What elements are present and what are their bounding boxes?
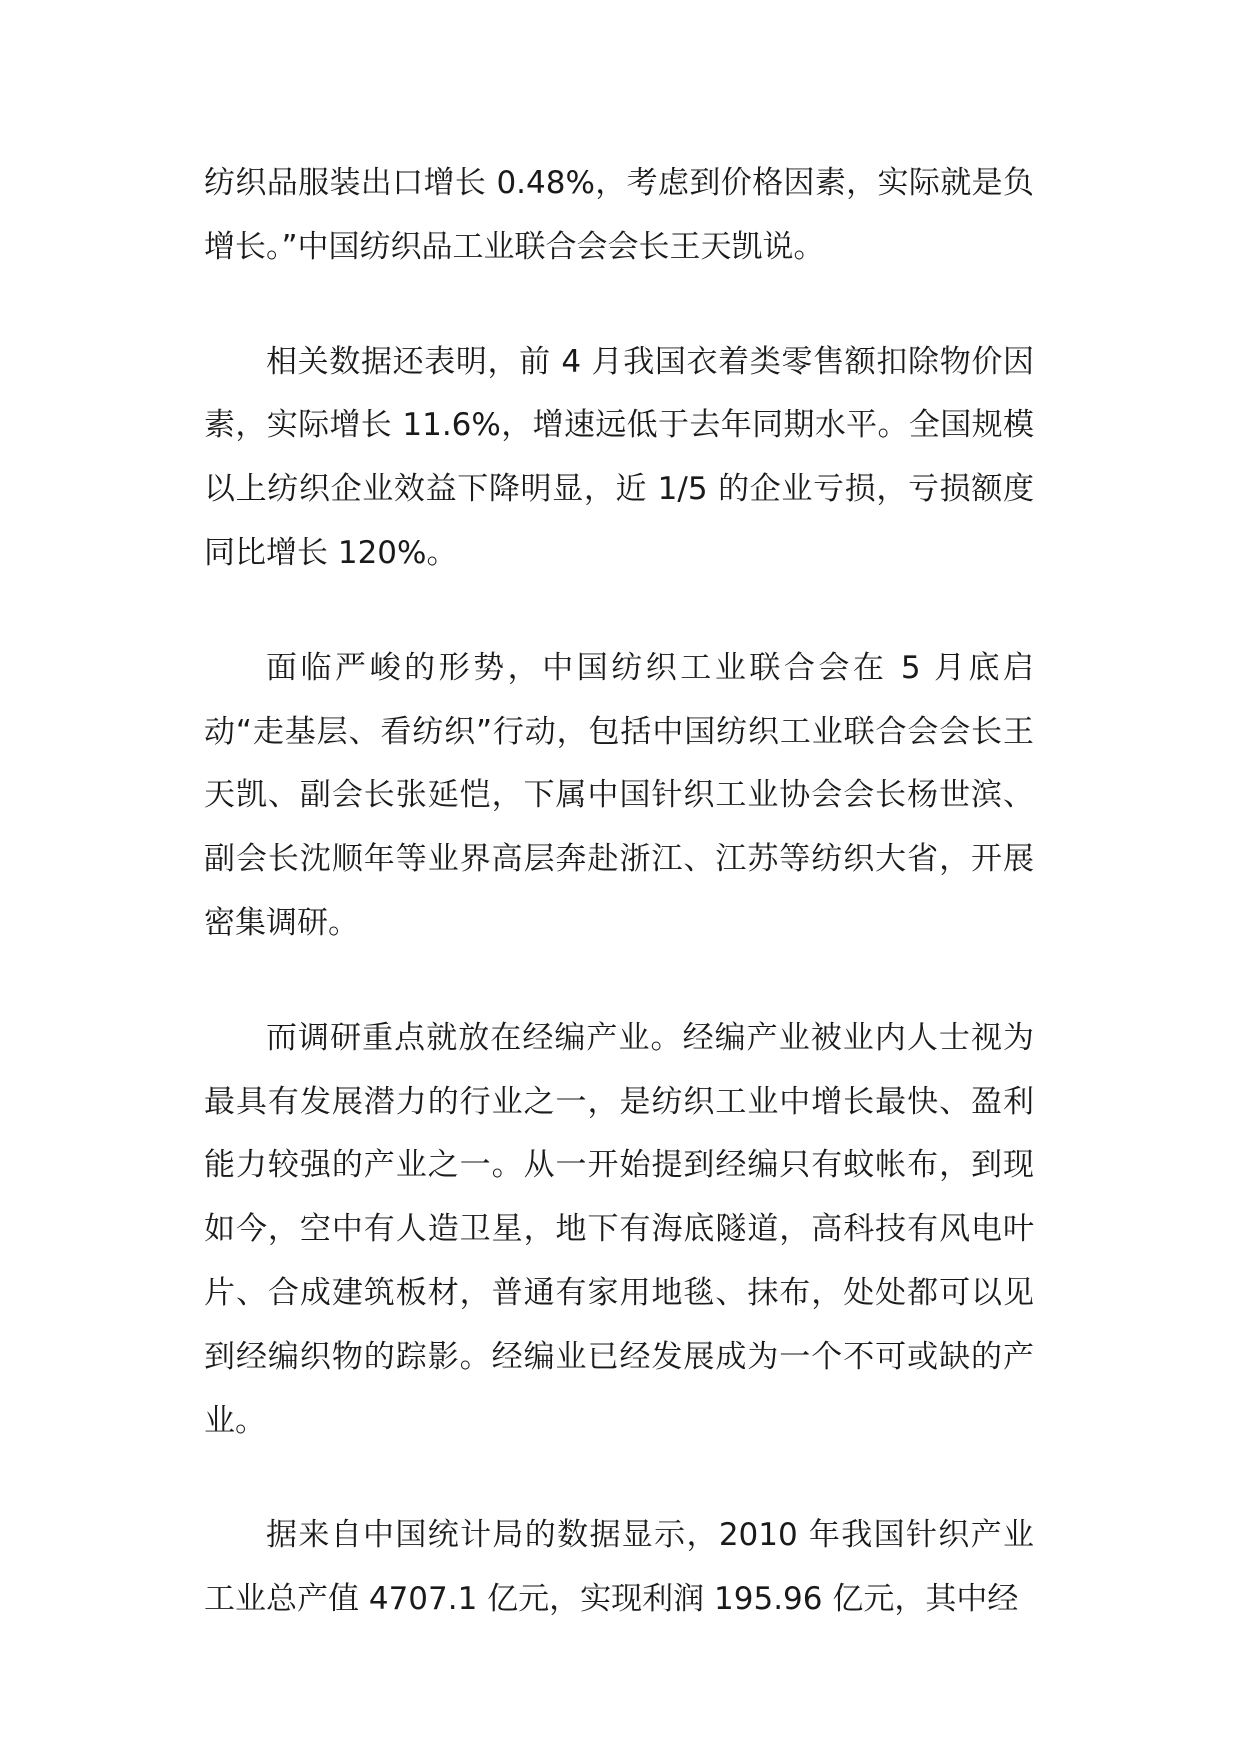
document-page [204, 152, 1034, 1632]
paragraph-1: 纺织品服装出口增长 0.48%，考虑到价格因素，实际就是负增长。”中国纺织品工业联合会会长王天凯说。 [204, 165, 1034, 265]
paragraph-2: 相关数据还表明，前 4 月我国衣着类零售额扣除物价因素，实际增长 11.6%，增速远低于去年同期水平。全国规模以上纺织企业效益下降明显，近 1/5 的企业亏损，亏损额度同比增长 120%。 [204, 343, 1034, 571]
paragraph-3: 面临严峻的形势，中国纺织工业联合会在 5 月底启动“走基层、看纺织”行动，包括中国纺织工业联合会会长王天凯、副会长张延恺，下属中国针织工业协会会长杨世滨、副会长沈顺年等业界高层奔赴浙江、江苏等纺织大省，开展密集调研。 [204, 649, 1034, 941]
paragraph-4: 而调研重点就放在经编产业。经编产业被业内人士视为最具有发展潜力的行业之一，是纺织工业中增长最快、盈利能力较强的产业之一。从一开始提到经编只有蚊帐布，到现如今，空中有人造卫星，地下有海底隧道，高科技有风电叶片、合成建筑板材，普通有家用地毯、抹布，处处都可以见到经编织物的踪影。经编业已经发展成为一个不可或缺的产业。 [204, 1019, 1034, 1439]
paragraph-5: 据来自中国统计局的数据显示，2010 年我国针织产业工业总产值 4707.1 亿元，实现利润 195.96 亿元，其中经 [204, 1517, 1034, 1618]
